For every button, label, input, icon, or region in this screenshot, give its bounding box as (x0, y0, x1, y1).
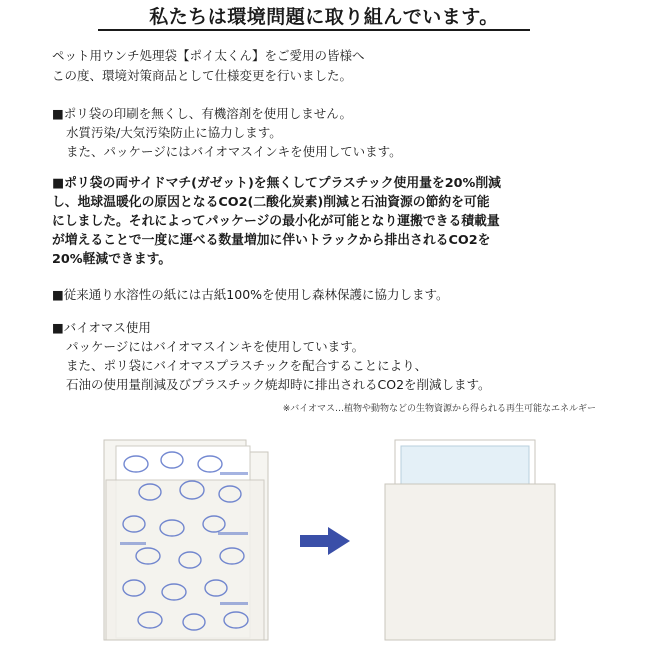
section-line: 石油の使用量削減及びプラスチック焼却時に排出されるCO2を削減します。 (66, 377, 491, 392)
section-heading: ■ポリ袋の印刷を無くし、有機溶剤を使用しません。 (52, 106, 353, 121)
arrow-right-icon (298, 524, 352, 558)
section-recycled-paper (52, 285, 449, 304)
section-line: 水質汚染/大気汚染防止に協力します。 (66, 125, 282, 140)
intro-text (52, 46, 365, 86)
section-line: ■ポリ袋の両サイドマチ(ガゼット)を無くしてプラスチック使用量を20%削減 (52, 176, 501, 191)
section-line: また、パッケージにはバイオマスインキを使用しています。 (66, 144, 402, 159)
biomass-footnote: ※バイオマス…植物や動物などの生物資源から得られる再生可能なエネルギー (282, 404, 596, 414)
before-bag-illustration (90, 432, 290, 642)
section-biomass (52, 318, 491, 394)
section-no-print (52, 104, 402, 161)
section-heading: ■バイオマス使用 (52, 320, 151, 335)
title-underline (98, 29, 530, 31)
section-line: が増えることで一度に運べる数量増加に伴いトラックから排出されるCO2を (52, 233, 491, 248)
section-line: し、地球温暖化の原因となるCO2(二酸化炭素)削減と石油資源の節約を可能 (52, 195, 490, 210)
section-line: 20%軽減できます。 (52, 252, 172, 267)
after-bag-illustration (375, 432, 565, 642)
section-line: にしました。それによってパッケージの最小化が可能となり運搬できる積載量 (52, 214, 500, 229)
section-gusset-removal (52, 174, 501, 269)
page-title: 私たちは環境問題に取り組んでいます。 (149, 6, 499, 28)
section-line: また、ポリ袋にバイオマスプラスチックを配合することにより、 (66, 358, 428, 373)
intro-line: ペット用ウンチ処理袋【ポイ太くん】をご愛用の皆様へ (52, 48, 365, 63)
section-line: パッケージにはバイオマスインキを使用しています。 (66, 339, 365, 354)
intro-line: この度、環境対策商品として仕様変更を行いました。 (52, 68, 353, 83)
section-line: ■従来通り水溶性の紙には古紙100%を使用し森林保護に協力します。 (52, 287, 449, 302)
